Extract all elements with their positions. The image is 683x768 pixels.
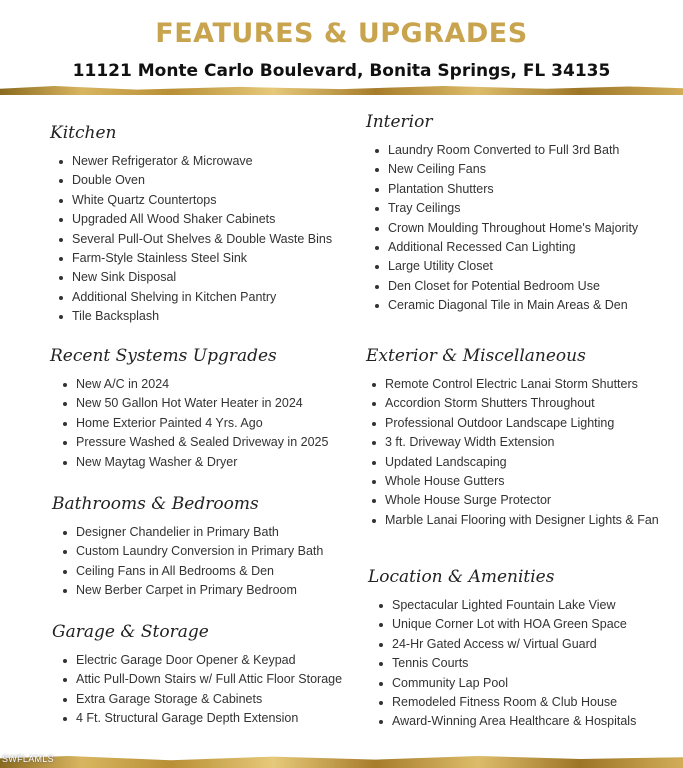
feature-item: New Maytag Washer & Dryer — [76, 453, 328, 472]
property-address: 11121 Monte Carlo Boulevard, Bonita Springs, FL 34135 — [72, 61, 611, 81]
feature-item: White Quartz Countertops — [72, 191, 332, 210]
feature-item: Updated Landscaping — [385, 453, 659, 472]
feature-item: Ceiling Fans in All Bedrooms & Den — [76, 562, 323, 581]
feature-item: Farm-Style Stainless Steel Sink — [72, 249, 332, 268]
feature-item: Community Lap Pool — [392, 674, 636, 693]
feature-item: Tile Backsplash — [72, 307, 332, 326]
section-title: Bathrooms & Bedrooms — [52, 494, 259, 514]
feature-list — [52, 523, 323, 601]
feature-item: Plantation Shutters — [388, 180, 638, 199]
section-title: Exterior & Miscellaneous — [366, 346, 586, 366]
feature-item: Double Oven — [72, 171, 332, 190]
feature-list — [366, 375, 659, 530]
feature-item: Award-Winning Area Healthcare & Hospitals — [392, 712, 636, 731]
feature-item: New Ceiling Fans — [388, 160, 638, 179]
section-garage — [52, 622, 342, 729]
feature-item: Ceramic Diagonal Tile in Main Areas & Den — [388, 296, 638, 315]
feature-item: Additional Recessed Can Lighting — [388, 238, 638, 257]
section-exterior — [366, 346, 659, 530]
feature-item: Tray Ceilings — [388, 199, 638, 218]
feature-item: 24-Hr Gated Access w/ Virtual Guard — [392, 635, 636, 654]
feature-item: Electric Garage Door Opener & Keypad — [76, 651, 342, 670]
feature-list — [368, 596, 636, 732]
feature-item: Custom Laundry Conversion in Primary Bath — [76, 542, 323, 561]
section-title: Recent Systems Upgrades — [50, 346, 277, 366]
feature-item: Pressure Washed & Sealed Driveway in 2025 — [76, 433, 328, 452]
feature-item: Professional Outdoor Landscape Lighting — [385, 414, 659, 433]
feature-item: Additional Shelving in Kitchen Pantry — [72, 288, 332, 307]
gold-divider-bottom — [0, 756, 683, 768]
feature-item: Attic Pull-Down Stairs w/ Full Attic Floor Storage — [76, 670, 342, 689]
feature-item: Marble Lanai Flooring with Designer Lights & Fan — [385, 511, 659, 530]
feature-item: Unique Corner Lot with HOA Green Space — [392, 615, 636, 634]
section-kitchen — [50, 123, 332, 327]
feature-list — [52, 651, 342, 729]
section-interior — [366, 112, 638, 316]
section-systems — [50, 346, 328, 472]
feature-list — [366, 141, 638, 316]
feature-item: Upgraded All Wood Shaker Cabinets — [72, 210, 332, 229]
feature-item: Newer Refrigerator & Microwave — [72, 152, 332, 171]
feature-item: Tennis Courts — [392, 654, 636, 673]
feature-item: New Sink Disposal — [72, 268, 332, 287]
feature-item: New A/C in 2024 — [76, 375, 328, 394]
feature-list — [50, 375, 328, 472]
feature-item: Den Closet for Potential Bedroom Use — [388, 277, 638, 296]
feature-item: Remodeled Fitness Room & Club House — [392, 693, 636, 712]
section-location — [368, 567, 636, 732]
section-bathrooms — [52, 494, 323, 601]
feature-item: New Berber Carpet in Primary Bedroom — [76, 581, 323, 600]
feature-item: Home Exterior Painted 4 Yrs. Ago — [76, 414, 328, 433]
section-title: Location & Amenities — [368, 567, 555, 587]
feature-item: Laundry Room Converted to Full 3rd Bath — [388, 141, 638, 160]
feature-item: Spectacular Lighted Fountain Lake View — [392, 596, 636, 615]
feature-item: Large Utility Closet — [388, 257, 638, 276]
feature-item: Whole House Surge Protector — [385, 491, 659, 510]
feature-item: Accordion Storm Shutters Throughout — [385, 394, 659, 413]
feature-item: 4 Ft. Structural Garage Depth Extension — [76, 709, 342, 728]
feature-list — [50, 152, 332, 327]
feature-item: Remote Control Electric Lanai Storm Shutters — [385, 375, 659, 394]
feature-item: Whole House Gutters — [385, 472, 659, 491]
section-title: Kitchen — [50, 123, 117, 143]
mls-watermark: SWFLAMLS — [2, 754, 54, 764]
feature-item: New 50 Gallon Hot Water Heater in 2024 — [76, 394, 328, 413]
section-title: Interior — [366, 112, 433, 132]
page-title: FEATURES & UPGRADES — [155, 18, 528, 49]
section-title: Garage & Storage — [52, 622, 209, 642]
feature-item: Designer Chandelier in Primary Bath — [76, 523, 323, 542]
feature-item: Crown Moulding Throughout Home's Majority — [388, 219, 638, 238]
feature-item: Extra Garage Storage & Cabinets — [76, 690, 342, 709]
feature-item: Several Pull-Out Shelves & Double Waste Bins — [72, 230, 332, 249]
feature-item: 3 ft. Driveway Width Extension — [385, 433, 659, 452]
gold-divider-top — [0, 86, 683, 95]
